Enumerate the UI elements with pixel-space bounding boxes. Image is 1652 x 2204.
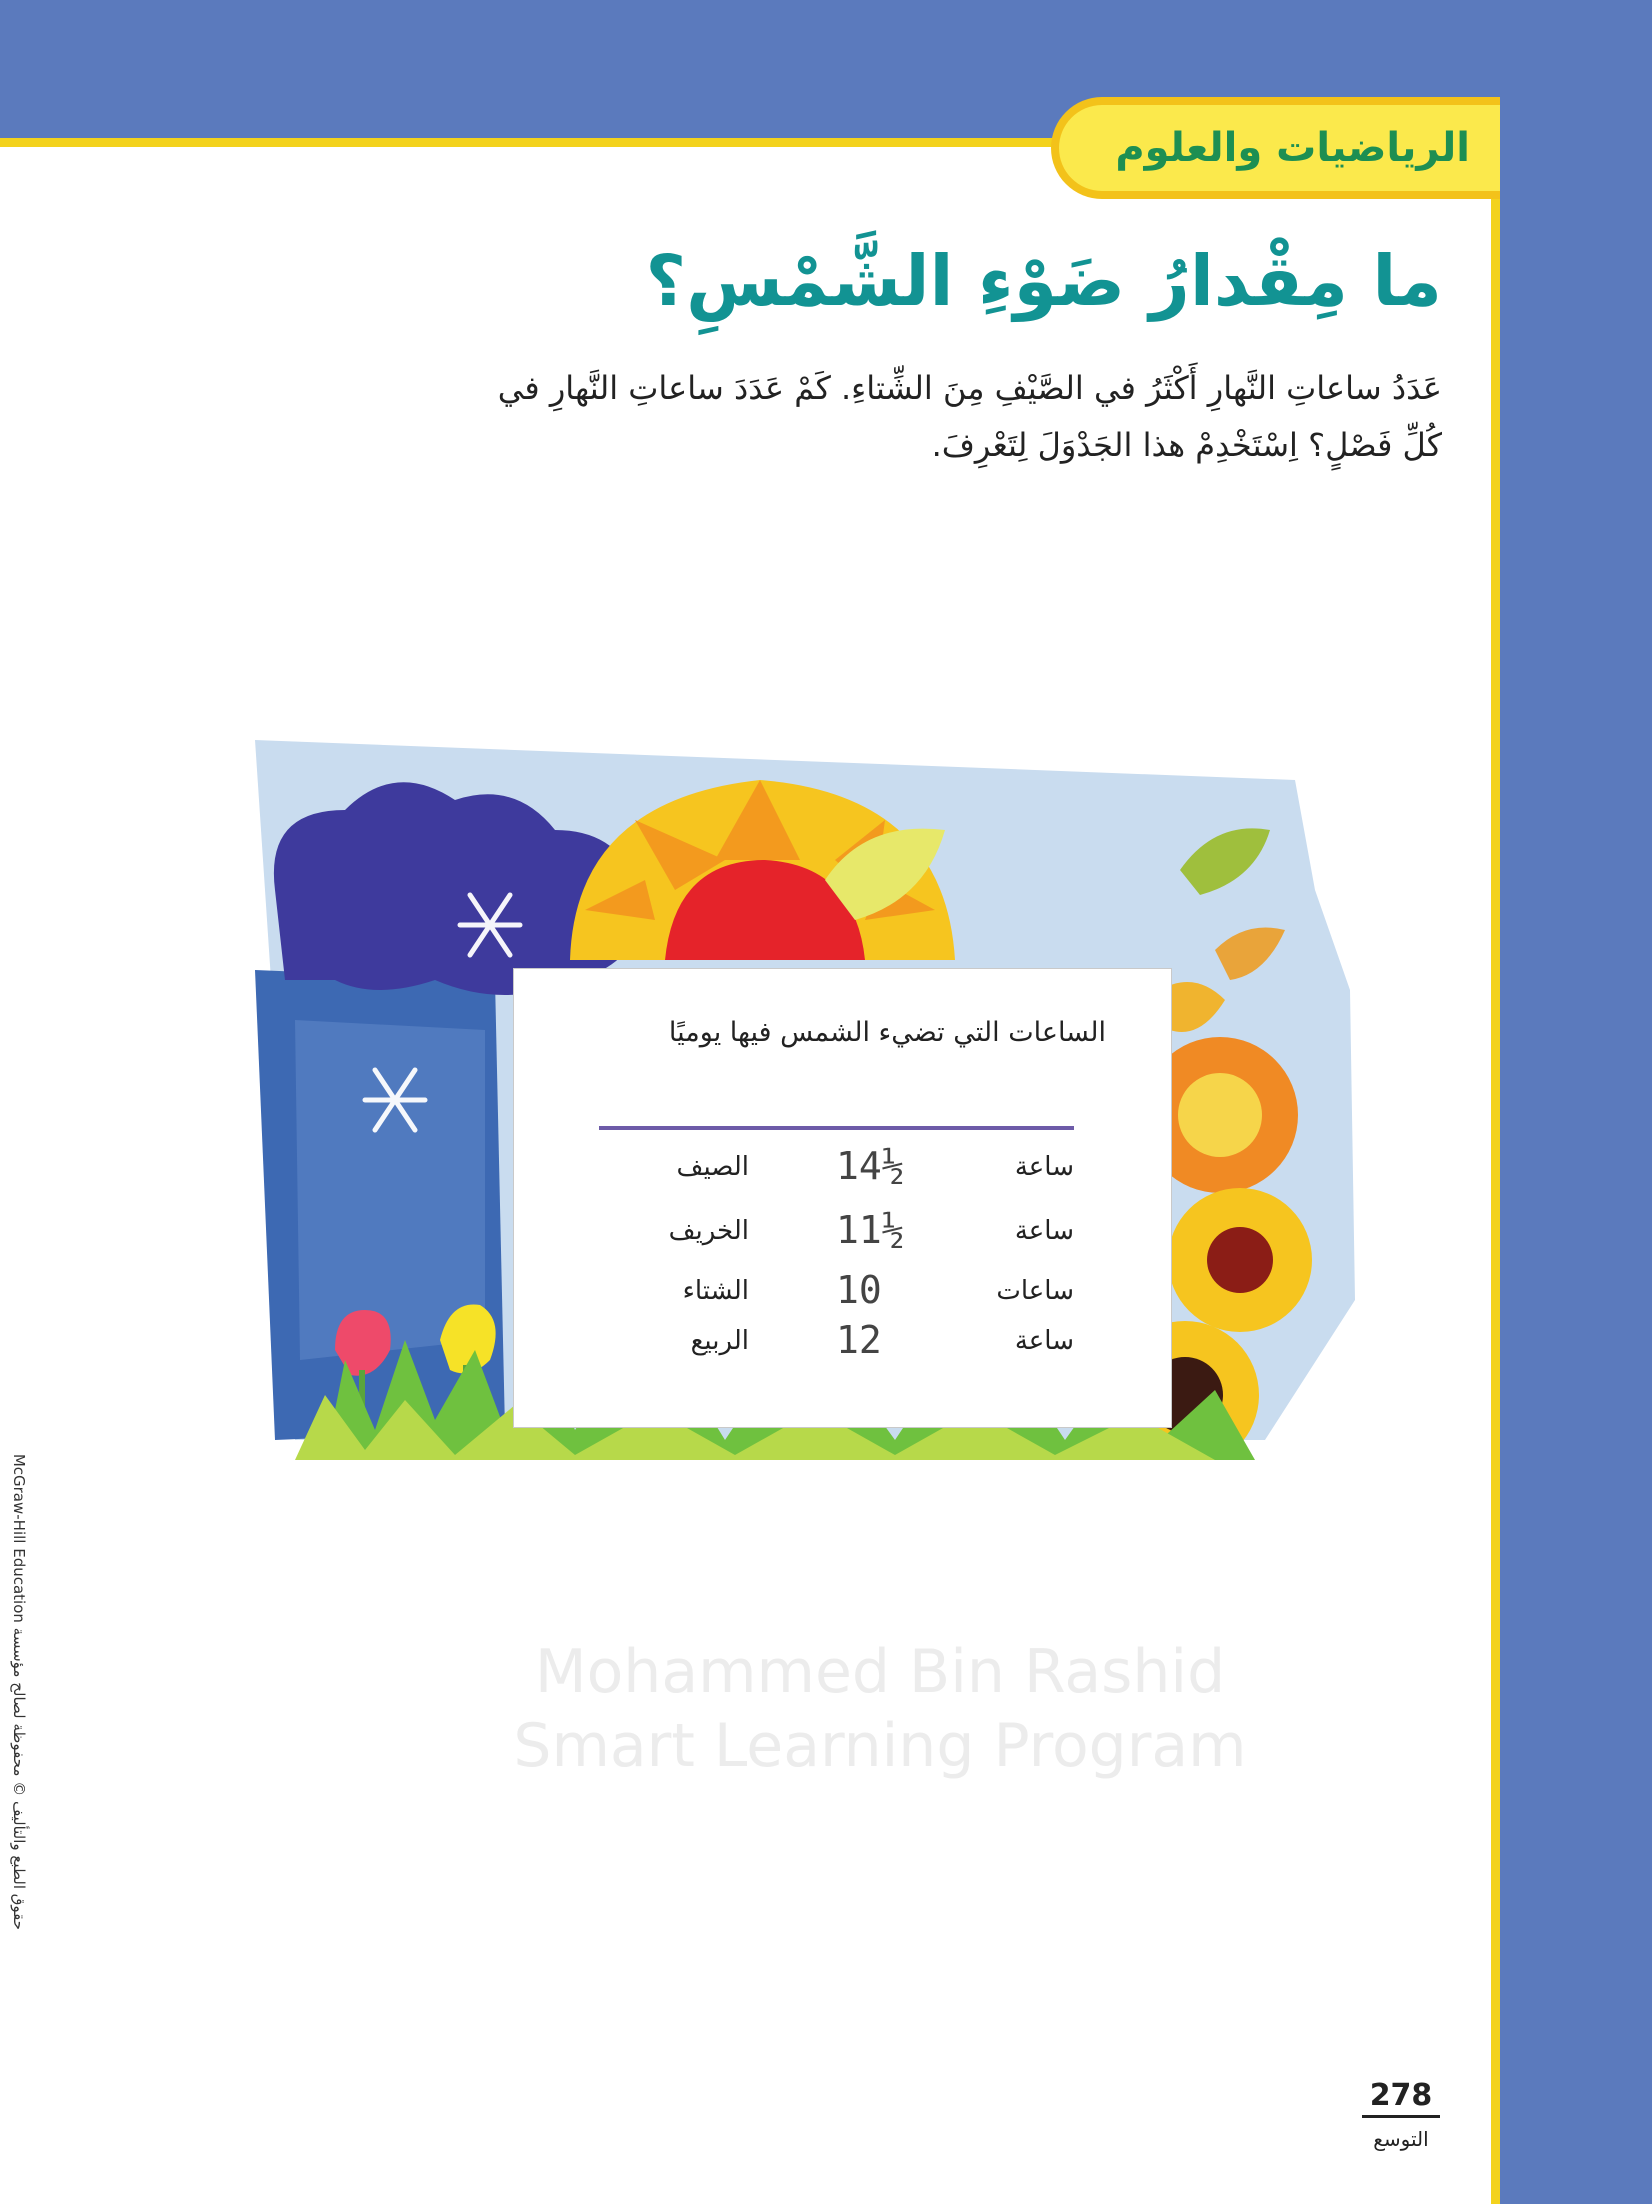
table-title: الساعات التي تضيء الشمس فيها يوميًا [668,1017,1106,1048]
page-title: ما مِقْدارُ ضَوْءِ الشَّمْسِ؟ [645,240,1442,322]
season-label: الصيف [676,1152,749,1182]
watermark [450,1635,1310,1783]
unit-label: ساعة [1014,1326,1074,1356]
page-section-label: التوسع [1373,2127,1429,2151]
season-label: الشتاء [682,1276,749,1306]
unit-label: ساعات [996,1276,1074,1306]
table-row-summer [614,1144,1074,1208]
hours-value: 12 [836,1318,882,1362]
hours-value: 11½ [836,1208,905,1252]
hours-value: 10 [836,1268,882,1312]
daylight-hours-table [513,968,1172,1428]
copyright-credit: حقوق الطبع والتأليف © محفوظة لصالح مؤسسة McGraw-Hill Education [10,1453,28,1930]
table-row-autumn [614,1208,1074,1272]
side-color-band [1491,138,1652,2204]
season-label: الربيع [690,1326,749,1356]
intro-paragraph: عَدَدُ ساعاتِ النَّهارِ أَكْثَرُ في الصَّيْفِ مِنَ الشِّتاءِ. كَمْ عَدَدَ ساعاتِ النَّهارِ في كُلِّ فَصْلٍ؟ اِسْتَخْدِمْ هذا الجَدْوَلَ لِتَعْرِفَ. [497,369,1442,464]
unit-label: ساعة [1014,1152,1074,1182]
watermark-line-1: Mohammed Bin Rashid [534,1637,1226,1707]
page-number: 278 [1362,2078,1440,2118]
section-tab [1051,97,1500,199]
watermark-line-2: Smart Learning Program [513,1711,1247,1781]
hours-value: 14½ [836,1144,905,1188]
table-row-spring [614,1318,1074,1382]
season-label: الخريف [668,1216,749,1246]
section-tab-label: الرياضيات والعلوم [1115,125,1470,171]
unit-label: ساعة [1014,1216,1074,1246]
table-divider [599,1126,1074,1130]
